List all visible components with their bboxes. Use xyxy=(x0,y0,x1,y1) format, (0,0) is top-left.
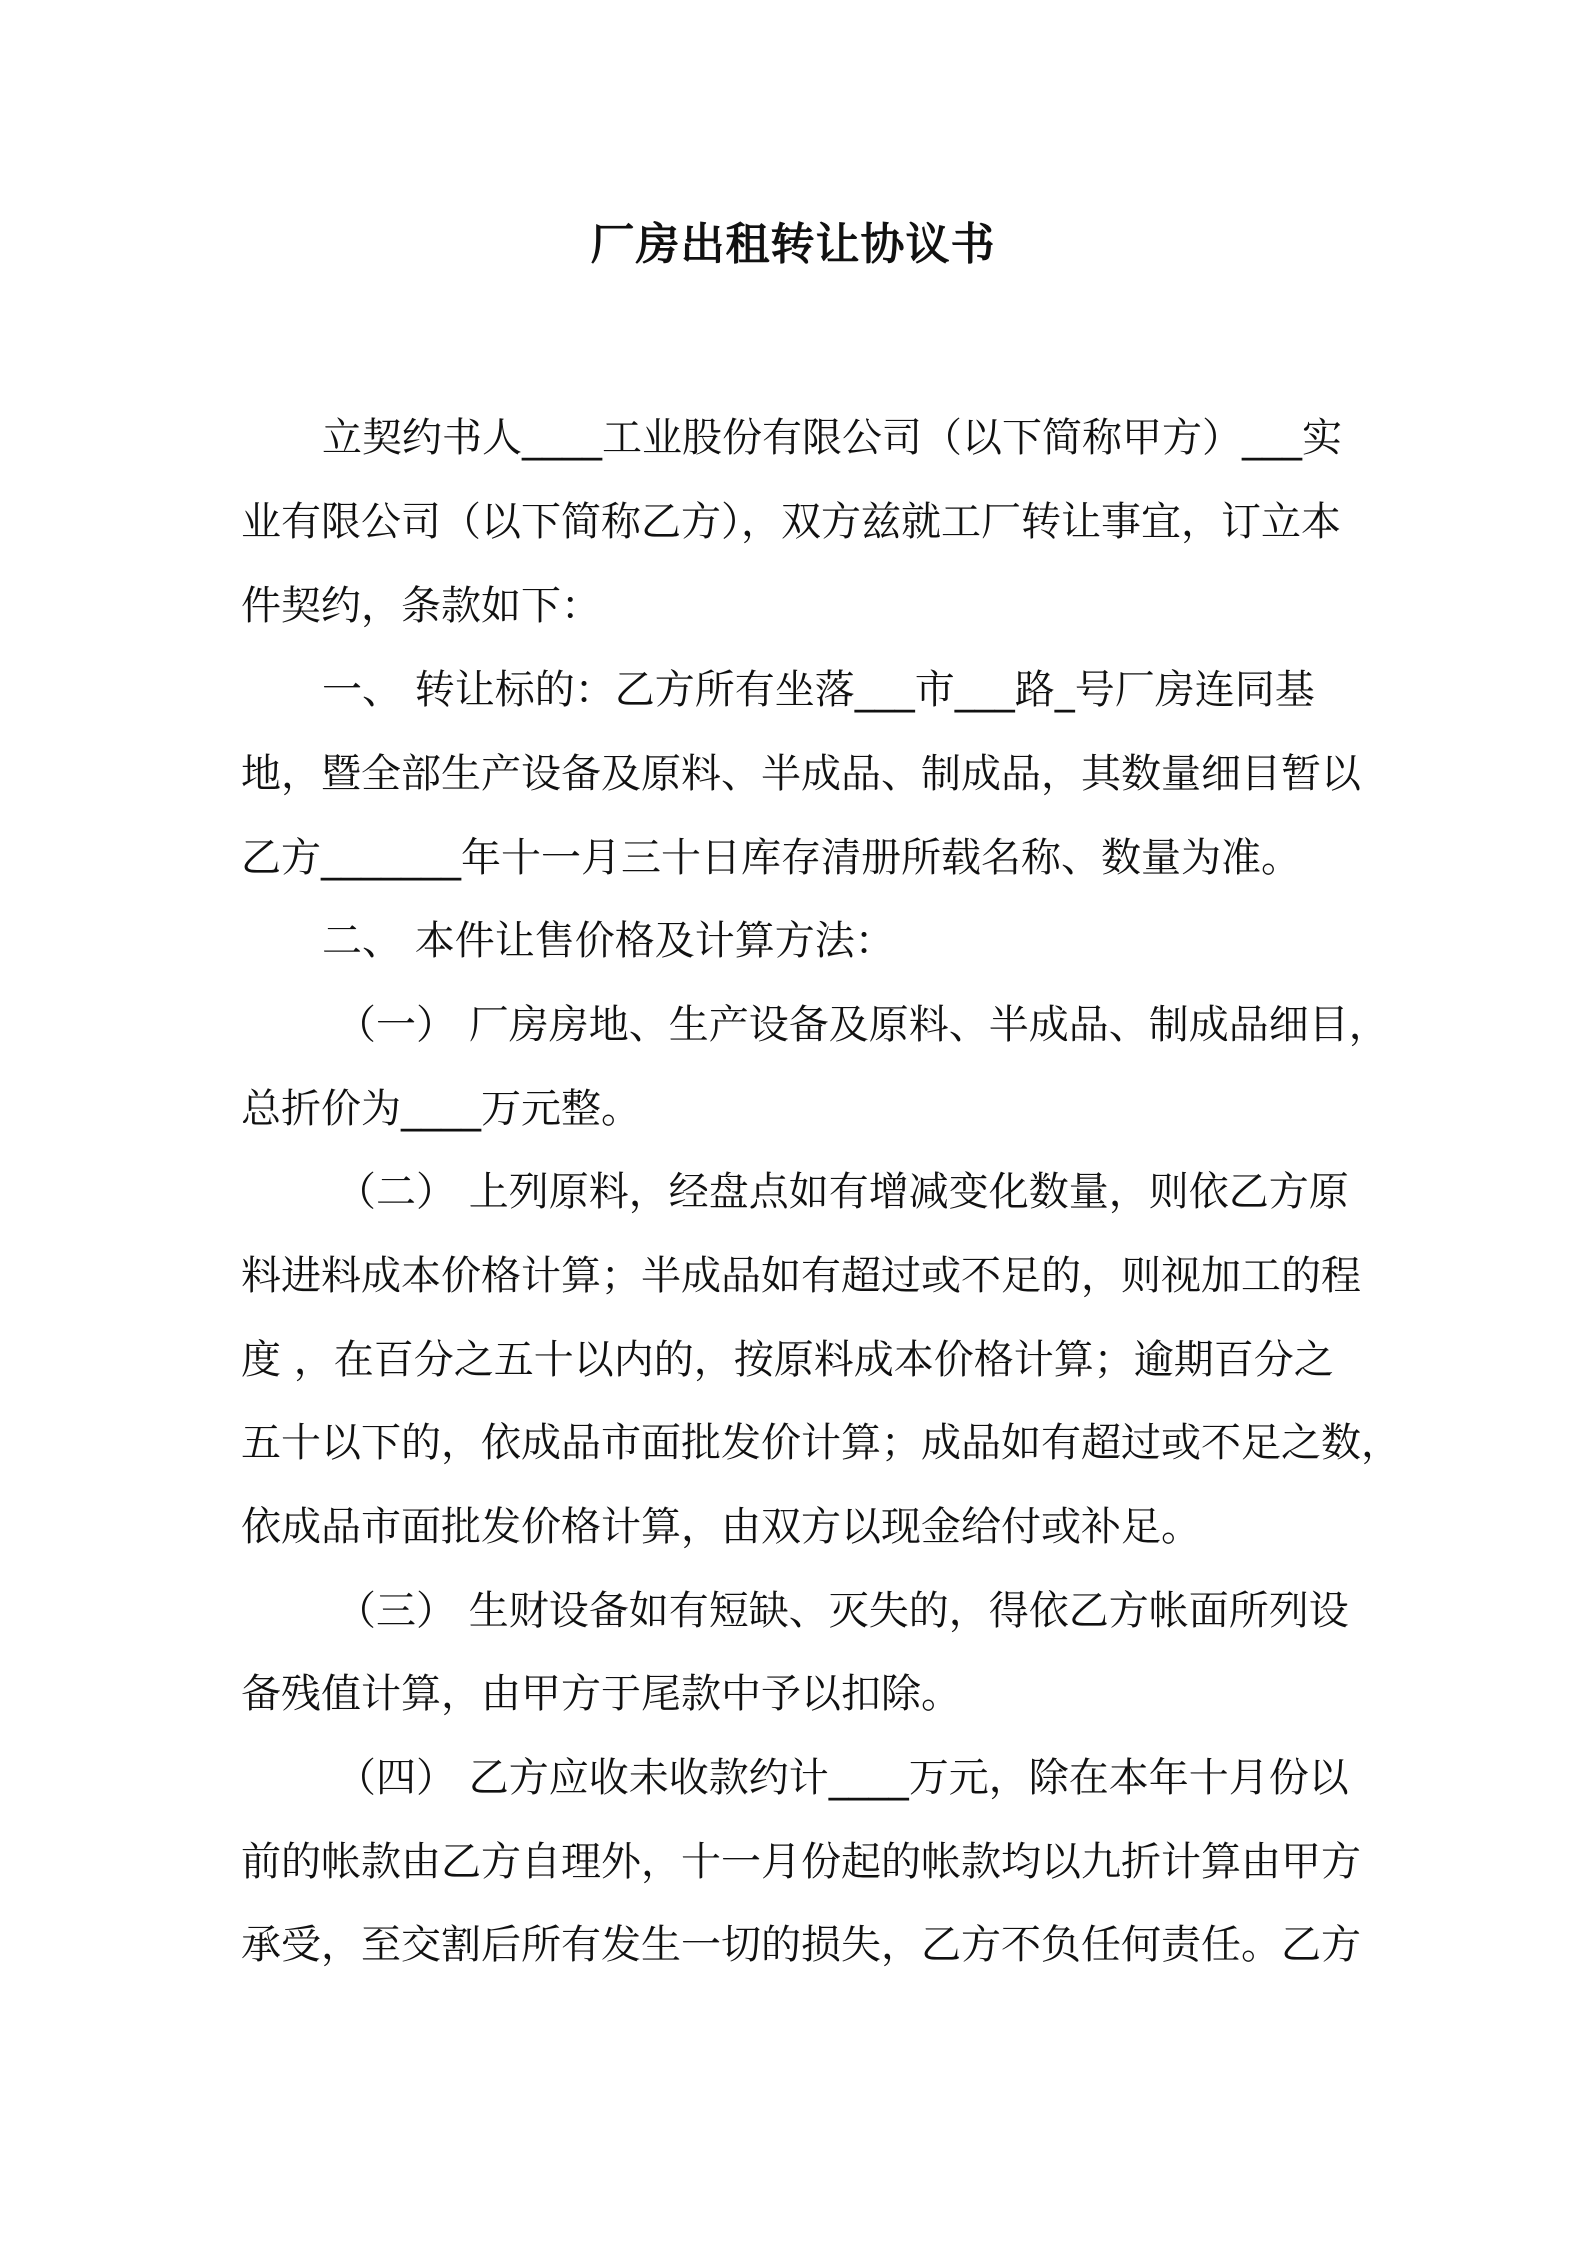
item-1-line-1: （一） 厂房房地、生产设备及原料、半成品、制成品细目， xyxy=(336,1002,1389,1048)
clause-1-line-3: 乙方_______年十一月三十日库存清册所载名称、数量为准。 xyxy=(241,835,1301,881)
clause-1-line-2: 地，暨全部生产设备及原料、半成品、制成品，其数量细目暂以 xyxy=(241,751,1361,797)
clause-2-heading: 二、 本件让售价格及计算方法： xyxy=(322,918,895,964)
item-2-line-5: 依成品市面批发价格计算，由双方以现金给付或补足。 xyxy=(241,1504,1201,1550)
paragraph-line-1: 立契约书人____工业股份有限公司（以下简称甲方）___实 xyxy=(322,415,1342,461)
item-4-line-1: （四） 乙方应收未收款约计____万元，除在本年十月份以 xyxy=(336,1755,1349,1801)
item-2-line-1: （二） 上列原料，经盘点如有增减变化数量，则依乙方原 xyxy=(336,1169,1349,1215)
item-2-line-3: 度 ，在百分之五十以内的，按原料成本价格计算；逾期百分之 xyxy=(241,1337,1334,1383)
item-2-line-2: 料进料成本价格计算；半成品如有超过或不足的，则视加工的程 xyxy=(241,1253,1361,1299)
clause-1-line-1: 一、 转让标的：乙方所有坐落___市___路_号厂房连同基 xyxy=(322,667,1315,713)
item-4-line-3: 承受，至交割后所有发生一切的损失，乙方不负任何责任。乙方 xyxy=(241,1922,1361,1968)
item-1-line-2: 总折价为____万元整。 xyxy=(241,1086,641,1132)
item-2-line-4: 五十以下的，依成品市面批发价计算；成品如有超过或不足之数， xyxy=(241,1420,1401,1466)
paragraph-line-2: 业有限公司（以下简称乙方），双方兹就工厂转让事宜，订立本 xyxy=(241,499,1341,545)
item-3-line-2: 备残值计算，由甲方于尾款中予以扣除。 xyxy=(241,1671,961,1717)
paragraph-line-3: 件契约，条款如下： xyxy=(241,583,601,629)
item-4-line-2: 前的帐款由乙方自理外，十一月份起的帐款均以九折计算由甲方 xyxy=(241,1839,1361,1885)
document-title: 厂房出租转让协议书 xyxy=(590,219,996,270)
item-3-line-1: （三） 生财设备如有短缺、灭失的，得依乙方帐面所列设 xyxy=(336,1588,1349,1634)
